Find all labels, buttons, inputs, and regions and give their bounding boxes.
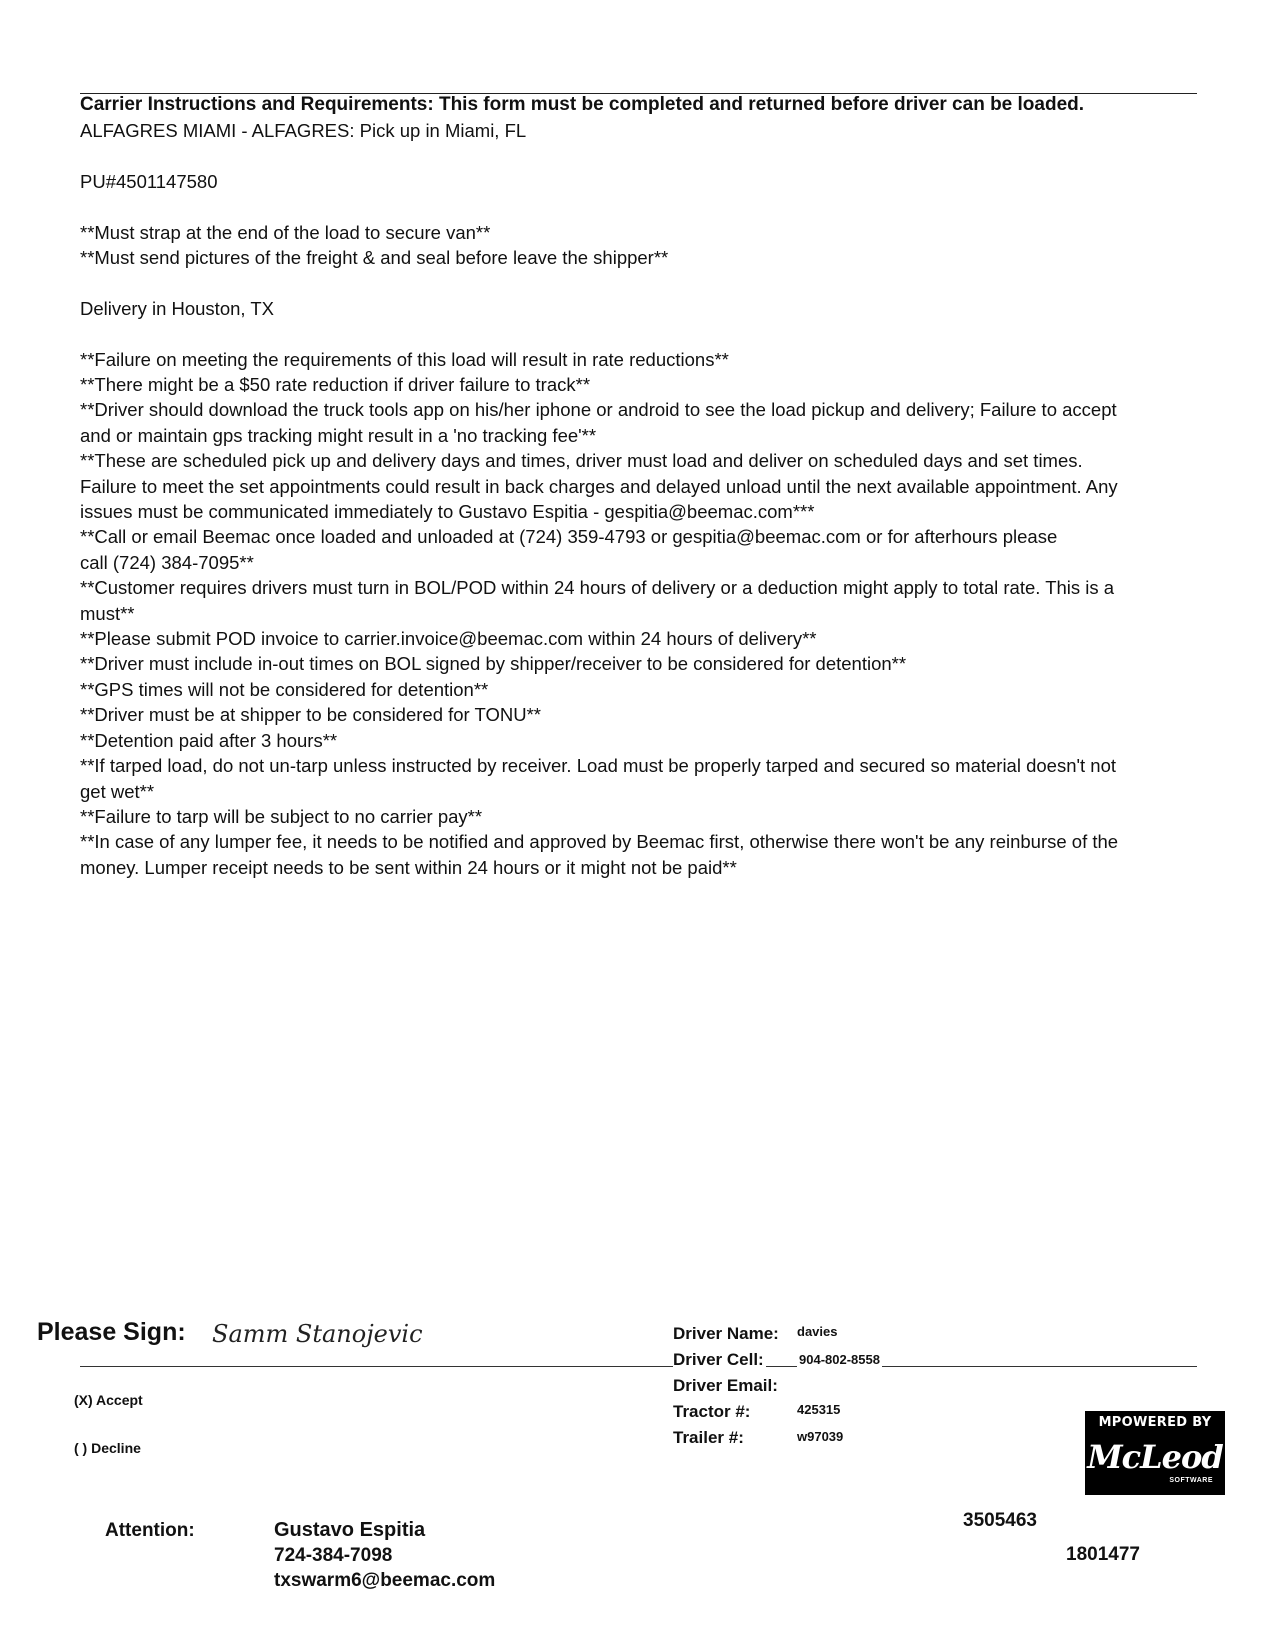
instruction-item: **Driver should download the truck tools app on his/her iphone or android to see the load pickup and delivery; Failure to accept and or maintain gps tracking might result in a 'no tracking fee'** bbox=[80, 399, 1117, 446]
instruction-item: **If tarped load, do not un-tarp unless instructed by receiver. Load must be properly tarped and secured so material doesn't not get wet** bbox=[80, 755, 1117, 802]
logo-software: SOFTWARE bbox=[1169, 1477, 1213, 1484]
attention-label: Attention: bbox=[105, 1520, 195, 1541]
attention-name: Gustavo Espitia bbox=[274, 1519, 426, 1541]
instruction-item: **Must strap at the end of the load to secure van** bbox=[80, 221, 491, 243]
instruction-item: **Driver must be at shipper to be considered for TONU** bbox=[80, 704, 542, 726]
driver-name-value: davies bbox=[797, 1324, 838, 1339]
decline-option[interactable]: ( ) Decline bbox=[74, 1440, 141, 1456]
driver-email-label: Driver Email: bbox=[673, 1376, 778, 1395]
driver-cell-label: Driver Cell: bbox=[673, 1350, 764, 1369]
instruction-item: **These are scheduled pick up and delivery days and times, driver must load and deliver on scheduled days and set times. Failure to meet the set appointments could result in back charges and delayed unload until the next available appointment. Any issues must be communicated immediately to Gustavo Espitia - gespitia@beemac.com*** bbox=[80, 450, 1118, 523]
mcleod-logo bbox=[1085, 1411, 1225, 1495]
reference-number-2: 1801477 bbox=[1066, 1544, 1140, 1565]
delivery-line: Delivery in Houston, TX bbox=[80, 297, 274, 319]
instruction-item: **Detention paid after 3 hours** bbox=[80, 729, 338, 751]
signature-line bbox=[80, 1366, 1197, 1367]
tractor-label: Tractor #: bbox=[673, 1402, 751, 1421]
instruction-item: **Please submit POD invoice to carrier.invoice@beemac.com within 24 hours of delivery** bbox=[80, 628, 817, 650]
instruction-item: **Driver must include in-out times on BOL signed by shipper/receiver to be considered for detention** bbox=[80, 653, 907, 675]
instructions-body bbox=[80, 118, 1160, 880]
logo-mcleod: McLeod bbox=[1087, 1438, 1223, 1476]
instruction-item: **Failure to tarp will be subject to no carrier pay** bbox=[80, 805, 483, 827]
instruction-item: **Customer requires drivers must turn in BOL/POD within 24 hours of delivery or a deduction might apply to total rate. This is a must** bbox=[80, 577, 1115, 624]
signature[interactable]: Samm Stanojevic bbox=[212, 1320, 423, 1348]
attention-email: txswarm6@beemac.com bbox=[274, 1570, 496, 1591]
accept-option[interactable]: (X) Accept bbox=[74, 1392, 143, 1408]
logo-powered-by: MPOWERED BY bbox=[1098, 1415, 1212, 1430]
trailer-value: w97039 bbox=[797, 1429, 844, 1444]
instruction-item: **GPS times will not be considered for detention** bbox=[80, 678, 489, 700]
pu-number: PU#4501147580 bbox=[80, 170, 218, 192]
driver-cell-value: 904-802-8558 bbox=[799, 1352, 880, 1367]
tractor-value: 425315 bbox=[797, 1402, 841, 1417]
instruction-item: **Call or email Beemac once loaded and unloaded at (724) 359-4793 or gespitia@beemac.com or for afterhours please call (724) 384-7095** bbox=[80, 526, 1058, 573]
attention-phone: 724-384-7098 bbox=[274, 1545, 393, 1566]
pickup-line: ALFAGRES MIAMI - ALFAGRES: Pick up in Miami, FL bbox=[80, 120, 527, 141]
driver-name-label: Driver Name: bbox=[673, 1324, 779, 1343]
instruction-item: **Failure on meeting the requirements of this load will result in rate reductions** bbox=[80, 348, 729, 370]
instruction-item: **In case of any lumper fee, it needs to be notified and approved by Beemac first, otherwise there won't be any reinburse of the money. Lumper receipt needs to be sent within 24 hours or it might not be paid** bbox=[80, 831, 1119, 878]
carrier-instructions-heading: Carrier Instructions and Requirements: This form must be completed and returned before driver can be loaded. bbox=[80, 94, 1085, 115]
instruction-item: **There might be a $50 rate reduction if driver failure to track** bbox=[80, 374, 591, 395]
trailer-label: Trailer #: bbox=[673, 1428, 744, 1447]
please-sign-label: Please Sign: bbox=[37, 1318, 186, 1346]
reference-number-1: 3505463 bbox=[963, 1510, 1037, 1531]
instruction-item: **Must send pictures of the freight & and seal before leave the shipper** bbox=[80, 247, 669, 268]
